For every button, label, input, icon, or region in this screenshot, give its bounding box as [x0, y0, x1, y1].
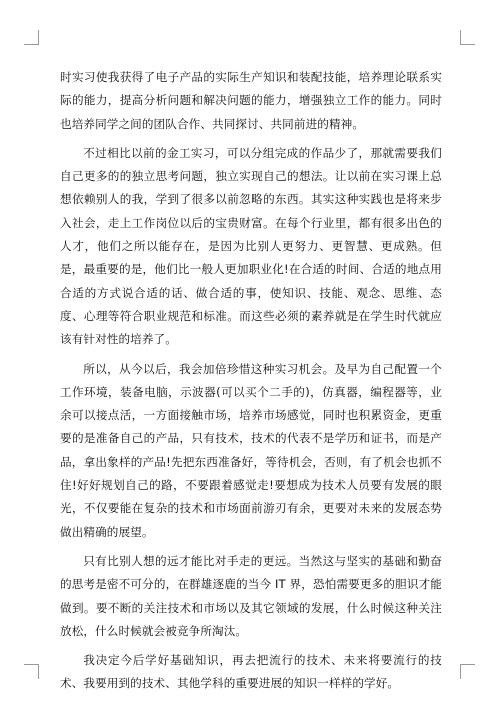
document-body [60, 66, 442, 702]
paragraph-5: 我决定今后学好基础知识，再去把流行的技术、未来将要流行的技术、我要用到的技术、其他学科的重要进展的知识一样样的学好。 [60, 653, 442, 691]
paragraph-3: 所以，从今以后，我会加倍珍惜这种实习机会。及早为自己配置一个工作环境，装备电脑，示波器(可以买个二手的)，仿真器，编程器等，业余可以接点活，一方面接触市场，培养市场感觉，同时也积累资金，更重要的是准备自己的产品，只有技术，技术的代表不是学历和证书，而是产品，拿出象样的产品!先把东西准备好，等待机会，否则，有了机会也抓不住!好好规划自己的路，不要跟着感觉走!要想成为技术人员要有发展的眼光，不仅要能在复杂的技术和市场面前游刃有余，更要对未来的发展态势做出精确的展望。 [60, 361, 442, 539]
crop-mark-top-left [24, 30, 39, 45]
paragraph-2: 不过相比以前的金工实习，可以分组完成的作品少了，那就需要我们自己更多的的独立思考问题，独立实现自己的想法。让以前在实习课上总想依赖别人的我，学到了很多以前忽略的东西。其实这种实践也是将来步入社会，走上工作岗位以后的宝贵财富。在每个行业里，都有很多出色的人才，他们之所以能存在，是因为比别人更努力、更智慧、更成熟。但是，最重要的是，他们比一般人更加职业化!在合适的时间、合适的地点用合适的方式说合适的话、做合适的事，使知识、技能、观念、思维、态度、心理等符合职业规范和标准。而这些必须的素养就是在学生时代就应该有针对性的培养了。 [60, 145, 442, 347]
crop-mark-bottom-left [24, 664, 39, 679]
crop-mark-top-right [460, 30, 475, 45]
crop-mark-bottom-right [460, 664, 475, 679]
paragraph-4: 只有比别人想的远才能比对手走的更远。当然这与坚实的基础和勤奋的思考是密不可分的，在群雄逐鹿的当今 IT 界，恐怕需要更多的胆识才能做到。要不断的关注技术和市场以及其它领域的发展，什么时候这种关注放松，什么时候就会被竞争所淘汰。 [60, 553, 442, 638]
paragraph-1: 时实习使我获得了电子产品的实际生产知识和装配技能，培养理论联系实际的能力，提高分析问题和解决问题的能力，增强独立工作的能力。同时也培养同学之间的团队合作、共同探讨、共同前进的精神。 [60, 70, 442, 131]
